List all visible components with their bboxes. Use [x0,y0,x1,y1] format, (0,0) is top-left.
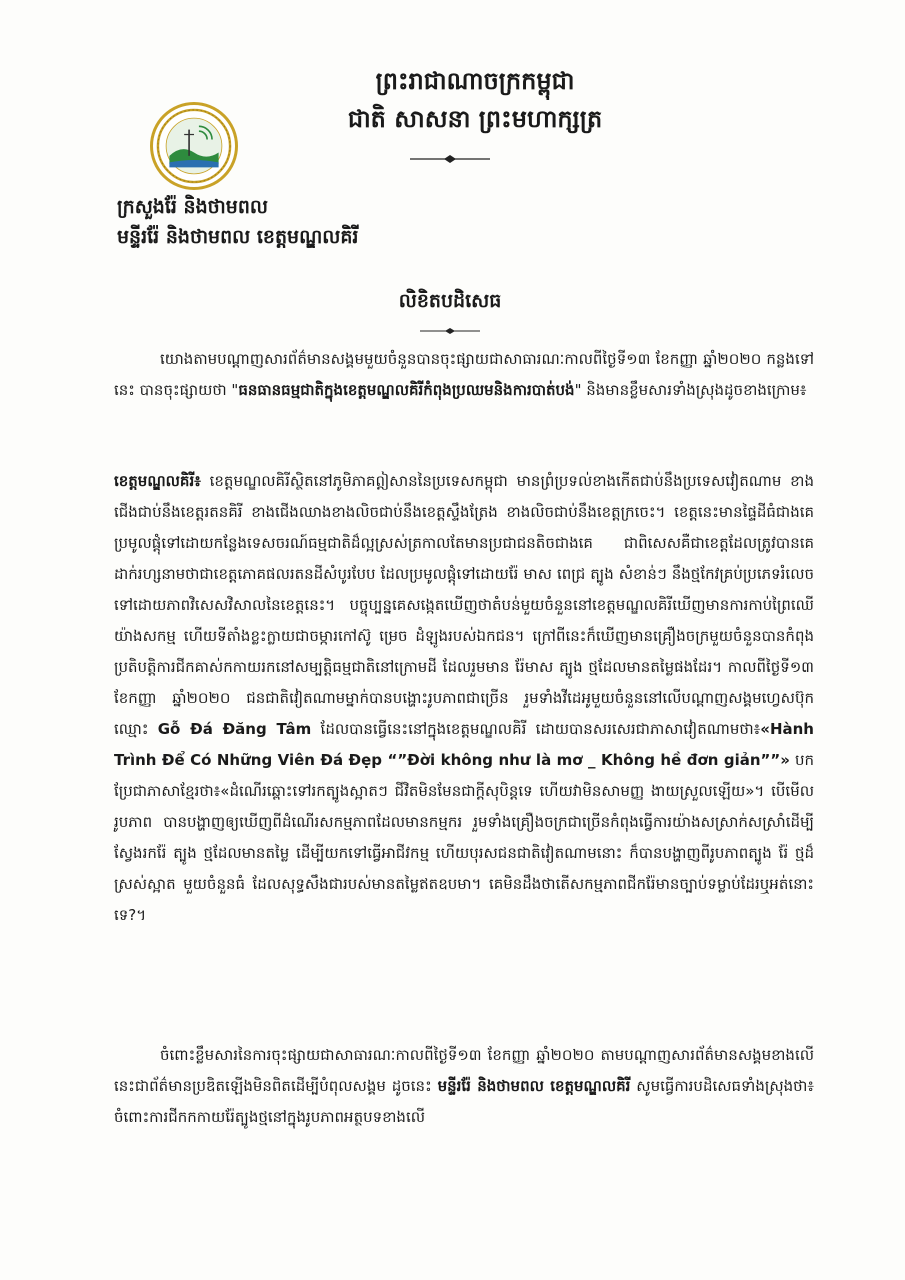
facebook-page-name: Gỗ Đá Đăng Tâm [157,720,312,738]
headline-quote: ធនធានធម្មជាតិក្នុងខេត្តមណ្ឌលគិរីកំពុងប្រឈមនិងការបាត់បង់ [238,381,575,399]
rebuttal-text: ចំពោះខ្លឹមសារនៃការចុះផ្សាយជាសាធារណៈកាលពីថ្ងៃទី១៣ ខែកញ្ញា ឆ្នាំ២០២០ តាមបណ្តាញសារព័ត៌មានសង្គមខាងលើនេះជាព័ត៌មានប្រឌិតឡើងមិនពិតដើម្បីបំពុលសង្គម ដូចនេះ [114,1046,814,1095]
intro-paragraph [114,344,814,406]
article-text-3: បកប្រែជាភាសាខ្មែរថា៖«ដំណើរឆ្ពោះទៅរកត្បូងស្អាតៗ ជីវិតមិនមែនជាក្តីសុបិន្តទេ ហើយវាមិនសាមញ្ញ ងាយស្រួលឡើយ»។ បើមើលរូបភាព បានបង្ហាញឲ្យឃើញពីដំណើរសកម្មភាពដែលមានកម្មករ រួមទាំងគ្រឿងចក្រជាច្រើនកំពុងធ្វើការយ៉ាងសស្រាក់សស្រាំដើម្បីស្វែងរករ៉ែ ត្បូង ថ្មដែលមានតម្លៃ ដើម្បីយកទៅធ្វើអាជីវកម្ម ហើយបុរសជនជាតិវៀតណាមនោះ ក៏បានបង្ហាញពីរូបភាពត្បូង រ៉ែ ថ្មដ៏ស្រស់ស្អាត មួយចំនួនធំ ដែលសុទ្ធសឹងជារបស់មានតម្លៃឥតឧបមា។ គេមិនដឹងថាតើសកម្មភាពជីករ៉ែមានច្បាប់ទម្លាប់ដែរឬអត់នោះទេ?។ [114,751,814,924]
department-reference: មន្ទីររ៉ែ និងថាមពល ខេត្តមណ្ឌលគិរី [437,1077,631,1095]
department-name: មន្ទីររ៉ែ និងថាមពល ខេត្តមណ្ឌលគិរី [117,226,359,248]
kingdom-title: ព្រះរាជាណាចក្រកម្ពុជា [375,67,575,95]
intro-text-end: " និងមានខ្លឹមសារទាំងស្រុងដូចខាងក្រោម៖ [574,381,807,399]
national-motto: ជាតិ សាសនា ព្រះមហាក្សត្រ [347,105,603,133]
rebuttal-paragraph [114,1040,814,1133]
intro-text: យោងតាមបណ្តាញសារព័ត៌មានសង្គមមួយចំនួនបានចុះផ្សាយជាសាធារណៈកាលពីថ្ងៃទី១៣ ខែកញ្ញា ឆ្នាំ២០២០ កន្លងទៅនេះ បានចុះផ្សាយថា " [114,350,814,399]
article-text: ខេត្តមណ្ឌលគិរីស្ថិតនៅភូមិភាគឦសាននៃប្រទេសកម្ពុជា មានព្រំប្រទល់ខាងកើតជាប់នឹងប្រទេសវៀតណាម ខាងជើងជាប់នឹងខេត្តរតនគិរី ខាងជើងឈាងខាងលិចជាប់នឹងខេត្តស្ទឹងត្រែង ខាងលិចជាប់នឹងខេត្តក្រចេះ។ ខេត្តនេះមានផ្ទៃដីធំជាងគេ ប្រមូលផ្តុំទៅដោយកន្លែងទេសចរណ៍ធម្មជាតិដ៏ល្អស្រស់ត្រកាលតែមានប្រជាជនតិចជាងគេ ជាពិសេសគឺជាខេត្តដែលត្រូវបានគេដាក់រហ្សនាមថាជាខេត្តភោគផលរតនដីសំបូរបែប ដែលប្រមូលផ្តុំទៅដោយរ៉ែ មាស ពេជ្រ ត្បូង សំខាន់ៗ នឹងថ្មកែវគ្រប់ប្រភេទរំលេចទៅដោយភាពវិសេសវិសាលនៃខេត្តនេះ។ បច្ចុប្បន្នគេសង្កេតឃើញថាតំបន់មួយចំនួននៅខេត្តមណ្ឌលគិរីឃើញមានការកាប់ព្រៃឈើយ៉ាងសកម្ម ហើយទីតាំងខ្លះក្លាយជាចម្ការកៅស៊ូ ម្រេច ដំឡូងរបស់ឯកជន។ ក្រៅពីនេះក៏ឃើញមានគ្រឿងចក្រមួយចំនួនបានកំពុងប្រតិបត្តិការជីកគាស់កកាយរកនៅសម្បត្តិធម្មជាតិនៅក្រោមដី ដែលរួមមាន រ៉ែមាស ត្បូង ថ្មដែលមានតម្លៃផងដែរ។ កាលពីថ្ងៃទី១៣ ខែកញ្ញា ឆ្នាំ២០២០ ជនជាតិវៀតណាមម្នាក់បានបង្ហោះរូបភាពជាច្រើន រួមទាំងវីដេអូមួយចំនួននៅលើបណ្តាញសង្គមហ្វេសប៊ុកឈ្មោះ [114,472,814,738]
article-text-2: ដែលបានធ្វើនេះនៅក្នុងខេត្តមណ្ឌលគិរី ដោយបានសរសេរជាភាសាវៀតណាមថា៖ [311,720,761,738]
rebuttal-text-end: សូមធ្វើការបដិសេធទាំងស្រុងថា៖ ចំពោះការជីកកកាយរ៉ែត្បូងថ្មនៅក្នុងរូបភាពអត្ថបទខាងលើ [114,1077,814,1126]
ornament-divider [410,148,490,156]
document-title: លិខិតបដិសេធ [398,290,502,312]
vietnamese-quote: «Hành Trình Để Có Những Viên Đá Đẹp “”Đời không như là mơ _ Không hề đơn giản””» [114,720,814,769]
province-label: ខេត្តមណ្ឌលគិរី៖ [114,472,201,490]
ministry-seal-logo [150,102,238,190]
ministry-name: ក្រសួងរ៉ែ និងថាមពល [117,196,268,218]
quoted-article-paragraph [114,466,814,931]
title-ornament [420,320,480,328]
